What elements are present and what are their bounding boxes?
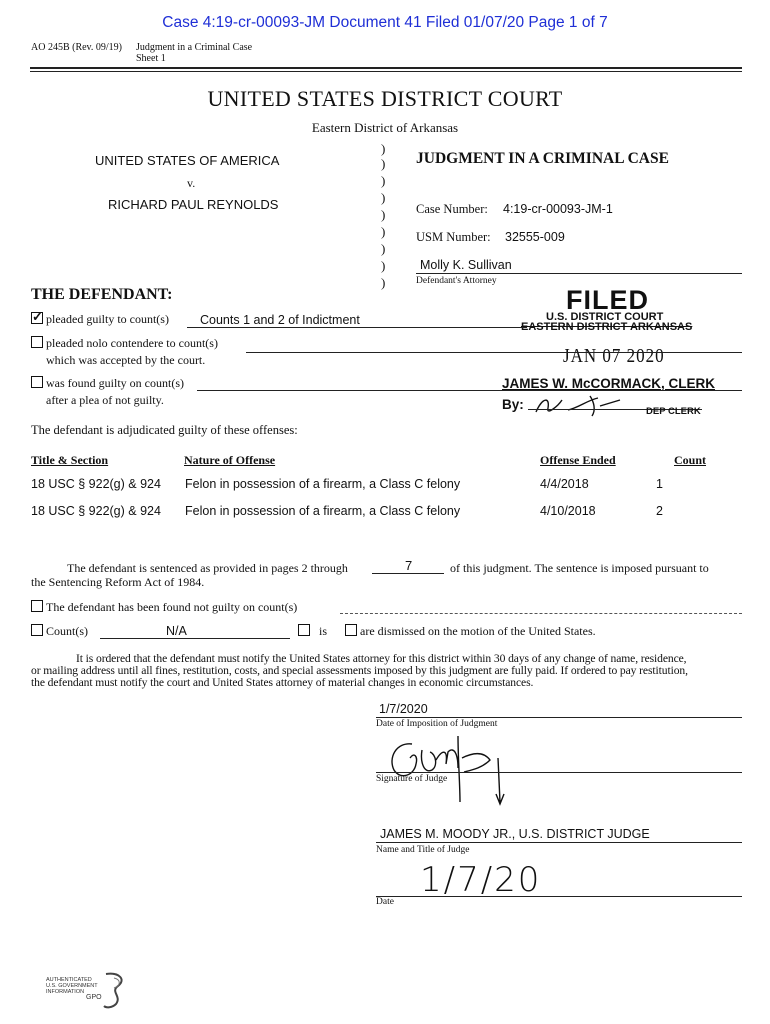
usm-label: USM Number: — [416, 230, 491, 244]
are-option — [345, 624, 596, 639]
notice-line2: or mailing address until all fines, restitution, costs, and special assessments imposed by this judgment are fully paid. If ordered to pay restitution, — [31, 664, 688, 677]
row-offense-ended: 4/10/2018 — [540, 504, 596, 518]
form-code: AO 245B (Rev. 09/19) — [31, 42, 123, 53]
row-offense-ended: 4/4/2018 — [540, 477, 589, 491]
found-guilty-label: was found guilty on count(s) — [46, 376, 184, 390]
imposition-rule — [376, 717, 742, 718]
counts-checkbox[interactable] — [31, 624, 43, 636]
counts-value: N/A — [166, 624, 187, 638]
clerk-signature — [528, 388, 628, 420]
col-nature: Nature of Offense — [184, 453, 276, 467]
pleaded-guilty-row — [31, 312, 169, 327]
nolo-rule — [246, 352, 742, 353]
found-guilty-checkbox[interactable] — [31, 376, 43, 388]
stamp-date: JAN 07 2020 — [563, 344, 665, 367]
row-title-section: 18 USC § 922(g) & 924 — [31, 477, 161, 491]
found-guilty-row — [31, 376, 184, 391]
sentence-line1-b: of this judgment. The sentence is imposed pursuant to — [450, 561, 709, 575]
nolo-sub: which was accepted by the court. — [46, 353, 206, 367]
stamp-court: U.S. DISTRICT COURT — [546, 311, 664, 323]
found-guilty-rule — [197, 390, 742, 391]
attorney-rule — [416, 273, 742, 274]
gpo-eagle-icon — [100, 970, 128, 1012]
attorney-label: Defendant's Attorney — [416, 276, 497, 286]
gpo-seal-line2: U.S. GOVERNMENT — [46, 983, 98, 989]
header-rule — [30, 67, 742, 69]
is-checkbox[interactable] — [298, 624, 310, 636]
not-guilty-rule — [340, 613, 742, 614]
defendant-heading: THE DEFENDANT: — [31, 286, 173, 303]
stamp-district: EASTERN DISTRICT ARKANSAS — [521, 321, 693, 333]
are-label: are dismissed on the motion of the United States. — [360, 624, 596, 638]
nolo-row — [31, 336, 218, 351]
gpo-seal-line4: GPO — [86, 994, 102, 1001]
court-name: UNITED STATES DISTRICT COURT — [207, 86, 563, 111]
adjudicated-text: The defendant is adjudicated guilty of these offenses: — [31, 423, 298, 437]
versus: v. — [187, 176, 196, 190]
judge-name: JAMES M. MOODY JR., U.S. DISTRICT JUDGE — [380, 827, 650, 841]
row-count: 1 — [656, 477, 663, 491]
is-option — [298, 624, 327, 639]
imposition-date: 1/7/2020 — [379, 702, 428, 716]
usm-number: 32555-009 — [505, 230, 565, 244]
sentence-pages: 7 — [405, 558, 413, 573]
signature-label: Signature of Judge — [376, 774, 448, 784]
header-rule-thin — [30, 71, 742, 72]
counts-rule — [100, 638, 290, 639]
form-title: Judgment in a Criminal Case — [136, 42, 253, 53]
gpo-seal-line1: AUTHENTICATED — [46, 977, 92, 983]
case-number-label: Case Number: — [416, 202, 488, 216]
pleaded-guilty-label: pleaded guilty to count(s) — [46, 312, 169, 326]
handwritten-date: 1/7/20 — [420, 860, 542, 900]
case-header: Case 4:19-cr-00093-JM Document 41 Filed 01/07/20 Page 1 of 7 — [162, 14, 608, 31]
nolo-label: pleaded nolo contendere to count(s) — [46, 336, 218, 350]
not-guilty-label: The defendant has been found not guilty on count(s) — [46, 600, 298, 614]
row-title-section: 18 USC § 922(g) & 924 — [31, 504, 161, 518]
found-guilty-sub: after a plea of not guilty. — [46, 393, 164, 407]
filed-stamp: FILED — [566, 285, 649, 315]
plaintiff-name: UNITED STATES OF AMERICA — [95, 153, 280, 168]
stamp-by: By: — [502, 397, 524, 412]
col-offense-ended: Offense Ended — [540, 453, 616, 467]
not-guilty-checkbox[interactable] — [31, 600, 43, 612]
row-nature: Felon in possession of a firearm, a Class C felony — [185, 504, 461, 518]
case-number: 4:19-cr-00093-JM-1 — [503, 202, 613, 216]
court-district: Eastern District of Arkansas — [311, 120, 459, 135]
pleaded-guilty-value: Counts 1 and 2 of Indictment — [200, 313, 360, 327]
col-count: Count — [674, 453, 707, 467]
counts-row — [31, 624, 88, 639]
pleaded-guilty-rule — [187, 327, 527, 328]
col-title-section: Title & Section — [31, 453, 109, 467]
counts-label: Count(s) — [46, 624, 88, 638]
row-nature: Felon in possession of a firearm, a Class C felony — [185, 477, 461, 491]
stamp-clerk: JAMES W. McCORMACK, CLERK — [502, 376, 716, 391]
imposition-label: Date of Imposition of Judgment — [376, 719, 498, 729]
date-label: Date — [376, 897, 394, 907]
are-checkbox[interactable] — [345, 624, 357, 636]
notice-line3: the defendant must notify the court and United States attorney of material changes in economic circumstances. — [31, 676, 534, 689]
nolo-checkbox[interactable] — [31, 336, 43, 348]
defendant-name: RICHARD PAUL REYNOLDS — [108, 197, 279, 212]
judge-rule — [376, 842, 742, 843]
judgment-title: JUDGMENT IN A CRIMINAL CASE — [416, 150, 669, 167]
is-label: is — [319, 624, 328, 638]
gpo-seal-line3: INFORMATION — [46, 989, 85, 995]
notice-line1: It is ordered that the defendant must notify the United States attorney for this district within 30 days of any change of name, residence, — [76, 652, 687, 665]
not-guilty-row — [31, 600, 297, 615]
gpo-seal — [46, 977, 102, 1001]
sentence-line1-a: The defendant is sentenced as provided in pages 2 through — [67, 561, 348, 575]
sentence-line2: the Sentencing Reform Act of 1984. — [31, 575, 205, 589]
attorney-name: Molly K. Sullivan — [420, 258, 512, 272]
judge-label: Name and Title of Judge — [376, 845, 470, 855]
row-count: 2 — [656, 504, 663, 518]
date-rule — [376, 896, 742, 897]
judge-signature — [378, 730, 528, 810]
sentence-pages-rule — [372, 573, 444, 574]
pleaded-guilty-checkbox[interactable] — [31, 312, 43, 324]
form-sheet: Sheet 1 — [136, 53, 166, 64]
signature-rule — [376, 772, 742, 773]
stamp-dep: DEP CLERK — [646, 406, 701, 417]
